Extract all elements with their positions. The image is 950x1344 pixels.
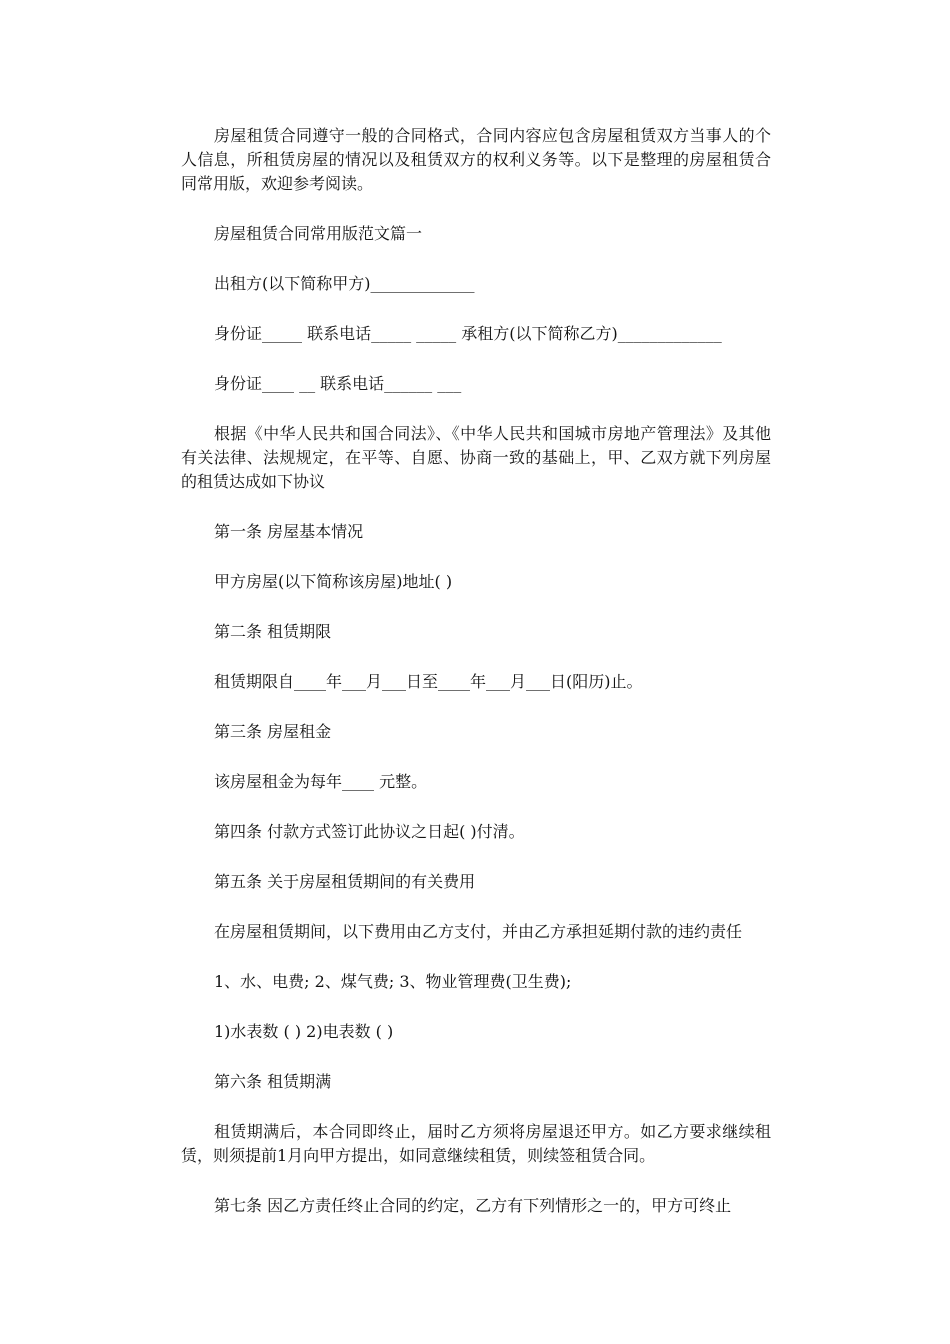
document-body <box>181 124 771 1244</box>
legal-basis-paragraph: 根据《中华人民共和国合同法》、《中华人民共和国城市房地产管理法》及其他有关法律、法规规定，在平等、自愿、协商一致的基础上，甲、乙双方就下列房屋的租赁达成如下协议 <box>181 424 771 491</box>
article-7-heading: 第七条 因乙方责任终止合同的约定，乙方有下列情形之一的，甲方可终止 <box>214 1196 732 1215</box>
meter-readings: 1)水表数 ( ) 2)电表数 ( ) <box>214 1022 394 1041</box>
section-heading: 房屋租赁合同常用版范文篇一 <box>214 224 423 243</box>
intro-paragraph: 房屋租赁合同遵守一般的合同格式，合同内容应包含房屋租赁双方当事人的个人信息，所租赁房屋的情况以及租赁双方的权利义务等。以下是整理的房屋租赁合同常用版，欢迎参考阅读。 <box>181 126 771 193</box>
article-2-body: 租赁期限自____年___月___日至____年___月___日(阳历)止。 <box>214 672 643 691</box>
article-3-body: 该房屋租金为每年____ 元整。 <box>214 772 428 791</box>
id-contact-line: 身份证____ __ 联系电话______ ___ <box>214 374 462 393</box>
fees-list: 1、水、电费; 2、煤气费; 3、物业管理费(卫生费); <box>214 972 572 991</box>
lessor-line: 出租方(以下简称甲方)_____________ <box>214 274 475 293</box>
article-2-heading: 第二条 租赁期限 <box>214 622 332 641</box>
article-1-body: 甲方房屋(以下简称该房屋)地址( ) <box>214 572 453 591</box>
article-5-heading: 第五条 关于房屋租赁期间的有关费用 <box>214 872 476 891</box>
article-6-body: 租赁期满后，本合同即终止，届时乙方须将房屋退还甲方。如乙方要求继续租赁，则须提前1月向甲方提出，如同意继续租赁，则续签租赁合同。 <box>181 1122 771 1165</box>
article-3-heading: 第三条 房屋租金 <box>214 722 332 741</box>
article-5-body: 在房屋租赁期间，以下费用由乙方支付，并由乙方承担延期付款的违约责任 <box>214 922 743 941</box>
article-6-heading: 第六条 租赁期满 <box>214 1072 332 1091</box>
id-contact-lessee-line: 身份证_____ 联系电话_____ _____ 承租方(以下简称乙方)_____________ <box>214 324 722 343</box>
article-4-line: 第四条 付款方式签订此协议之日起( )付清。 <box>214 822 525 841</box>
article-1-heading: 第一条 房屋基本情况 <box>214 522 364 541</box>
